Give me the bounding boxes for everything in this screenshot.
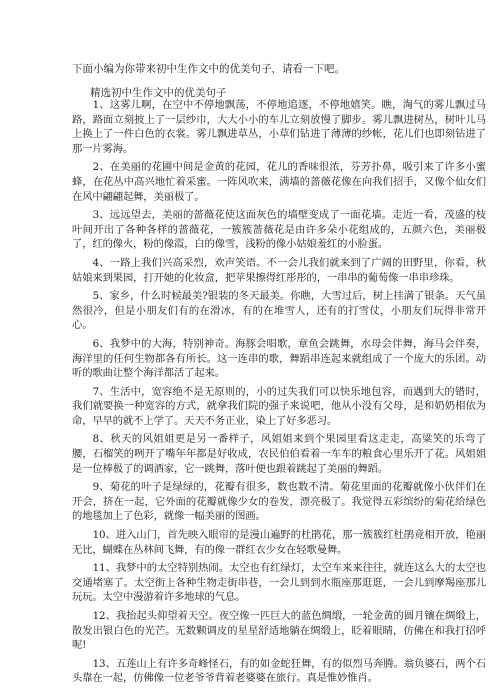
intro-text: 下面小编为你带来初中生作文中的优美句子，请看一下吧。 [72, 63, 345, 75]
paragraph-5: 5、家乡，什么时候最美?银装的冬天最美。你瞧，大雪过后，树上挂满了银条。天气虽然很冷，但是小朋友们有的在滑冰，有的在堆雪人，还有的打雪仗，小朋友们玩得非常开心。 [72, 290, 486, 332]
paragraph-4: 4、一路上我们兴高采烈，欢声笑语。不一会儿我们就来到了广阔的田野里，你看，秋姑娘来到果园，打开她的化妆盒，把苹果擦得红彤彤的，一串串的葡萄像一串串珍珠。 [72, 256, 486, 284]
article-body [72, 98, 486, 690]
section-heading: 精选初中生作文中的优美句子 [90, 87, 227, 99]
paragraph-12: 12、我抬起头仰望着天空。夜空像一匹巨大的蓝色绸缎，一轮金黄的圆月镶在绸缎上，散发出银白色的光芒。无数颗调皮的星星舒适地躺在绸缎上，眨着眼睛，仿佛在和我打招呼呢! [72, 610, 486, 652]
paragraph-13: 13、五莲山上有许多奇峰怪石，有的如金蛇狂舞，有的似烈马奔腾。翁负婆石，两个石头靠在一起，仿佛像一位老爷爷背着老婆婆在旅行。真是惟妙惟肖。 [72, 657, 486, 685]
paragraph-7: 7、生活中，宽容绝不是无原则的，小的过失我们可以快乐地包容，而遇到大的错时，我们就要换一种宽容的方式，就拿我们院的强子来说吧，他从小没有父母，是和奶奶相依为命，早早的就不上学了。天天不务正业，染上了好多恶习。 [72, 385, 486, 427]
paragraph-11: 11、我梦中的太空特别热闹。太空也有红绿灯，太空车来来往往，就连这么大的太空也交通堵塞了。太空街上各种生物走街串巷，一会儿到到水瓶座那逛逛，一会儿到摩羯座那儿玩玩。太空中漫游着许多地球的气息。 [72, 562, 486, 604]
paragraph-9: 9、菊花的叶子是绿绿的，花瓣有很多，数也数不清。菊花里面的花瓣就像小伙伴们在开会，挤在一起，它外面的花瓣就像少女的卷发，漂亮极了。我觉得五彩缤纷的菊花给绿色的地毯加上了色彩，就像一幅美丽的图画。 [72, 481, 486, 523]
paragraph-2: 2、在美丽的花圃中间是金黄的花园，花儿的香味很浓，芬芳扑鼻，吸引来了许多小蜜蜂，在花丛中高兴地忙着采蜜。一阵风吹来，满墙的蔷薇花像在向我们招手，又像个仙女们在风中翩翩起舞，美丽极了。 [72, 161, 486, 203]
paragraph-6: 6、我梦中的大海，特别神奇。海豚会唱歌，章鱼会跳舞，水母会伴舞，海马会伴奏，海洋里的任何生物都各有所长。这一连串的歌，舞蹈串连起来就组成了一个庞大的乐团。动听的歌曲让整个海洋都活了起来。 [72, 337, 486, 380]
paragraph-1: 1、这雾儿啊，在空中不停地飘荡，不停地追逐，不停地嬉笑。瞧，淘气的雾儿飘过马路，路面立刻披上了一层纱巾，大大小小的车儿立刻放慢了脚步。雾儿飘进树丛，树叶儿马上换上了一件白色的衣裳。雾儿飘进草丛，小草们钻进了薄薄的纱帐，花儿们也即刻钻进了那一片雾海。 [72, 99, 486, 155]
paragraph-3: 3、远远望去，美丽的蔷薇花使这面灰色的墙壁变成了一面花墙。走近一看，茂盛的枝叶间开出了各种各样的蔷薇花，一簇簇蔷薇花是由许多朵小花组成的，五颜六色，美丽极了，红的像火，粉的像霞，白的像雪，浅粉的像小姑娘羞红的小脸蛋。 [72, 209, 486, 251]
paragraph-10: 10、进入山门，首先映入眼帘的是漫山遍野的杜鹃花，那一簇簇红杜鹃竟相开放，艳丽无比，蝴蝶在丛林间飞舞，有的像一群红衣少女在轻歌曼舞。 [72, 529, 486, 556]
paragraph-8: 8、秋天的风姐姐更是另一番样子，风姐姐来到个果园里看这走走，高粱笑的乐弯了腰，石榴笑的咧开了嘴年年都是好收成，农民伯伯看着一车车的粮食心里乐开了花。风姐姐是一位棒极了的调酒家，它一跳舞，落叶便也跟着跳起了美丽的舞蹈。 [72, 433, 486, 475]
